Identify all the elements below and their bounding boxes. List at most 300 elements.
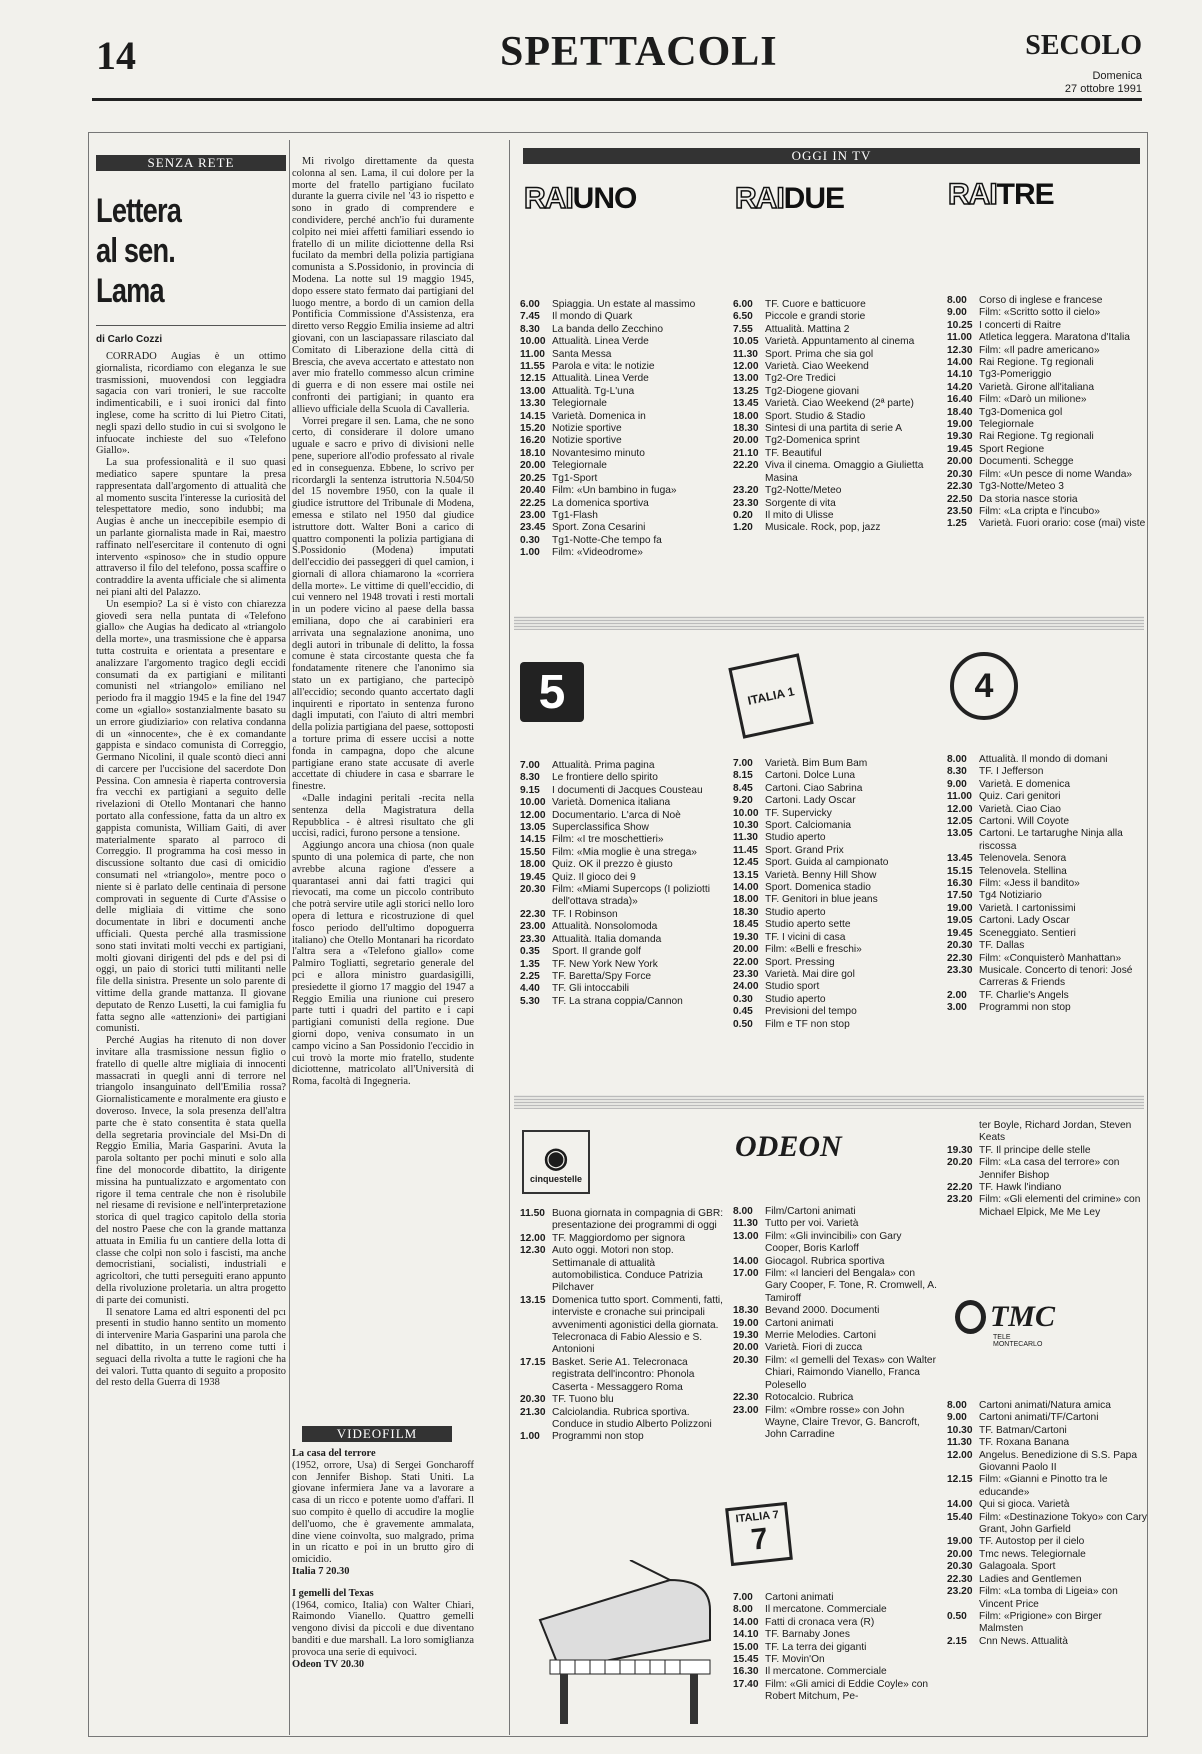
schedule-title: Sorgente di vita xyxy=(765,497,836,509)
schedule-time: 23.30 xyxy=(947,964,973,976)
schedule-time: 12.30 xyxy=(947,344,973,356)
tmc-logo xyxy=(955,1300,1055,1348)
schedule-entry xyxy=(733,1604,938,1616)
schedule-title: Film: «Scritto sotto il cielo» xyxy=(979,307,1101,319)
schedule-time: 20.00 xyxy=(947,1548,973,1560)
schedule-time: 18.40 xyxy=(947,406,973,418)
schedule-title: La banda dello Zecchino xyxy=(552,323,664,335)
schedule-entry xyxy=(733,882,938,894)
schedule-time: 23.30 xyxy=(733,968,759,980)
schedule-entry xyxy=(733,832,938,844)
schedule-entry xyxy=(947,1120,1147,1145)
schedule-entry xyxy=(947,295,1147,307)
paragraph: Mi rivolgo direttamente da questa colonna al sen. Lama, il cui dolore per la morte del fratello partigiano fucilato durante la guerra civile nel '43 io rispetto e sono in grado di comprendere e condividere, perché anch'io fui duramente colpito nei miei affetti familiari essendo io fratello di un milite diciottenne della Rsi fucilato da membri della polizia partigiana comunista a S.Possidonio, in provincia di Modena. La notte sul 19 maggio 1945, dopo essere stato fermato dai partigiani del luogo mentre, a bordo di un camion della Pontificia Commissione d'Assistenza, era diretto verso Reggio Emilia insieme ad altri giovani, con un lasciapassare rilasciato dal Comitato di Liberazione della città di Brescia, che aveva accertato e attestato non aver mio fratello commesso alcun crimine di guerra e di non essere mai ostile nei confronti dei partigiani; in quanto era allievo ufficiale della Scuola di Cavalleria. xyxy=(292,156,474,415)
schedule-title: Il mercatone. Commerciale xyxy=(765,1604,887,1616)
schedule-entry xyxy=(733,870,938,882)
schedule-entry xyxy=(947,791,1147,803)
schedule-entry xyxy=(733,907,938,919)
schedule-entry xyxy=(733,783,938,795)
schedule-title: Sport. Grand Prix xyxy=(765,844,844,856)
schedule-time: 0.30 xyxy=(520,534,540,546)
paragraph: Il senatore Lama ed altri esponenti del pcı presenti in studio hanno sentito un momento di intervenire Maria Gasparini una parola che nel dibattito, in un terreno come tutti i seguaci della rivolta a tutte le ragioni che ha dei valori. Tutta quanto di seguito a proposito del resto della Guerra di 1938 xyxy=(96,1306,286,1389)
schedule-time: 15.40 xyxy=(947,1511,973,1523)
schedule-time: 20.00 xyxy=(733,944,759,956)
schedule-entry xyxy=(733,435,938,447)
schedule-time: 19.30 xyxy=(947,1144,973,1156)
schedule-time: 10.30 xyxy=(733,820,759,832)
schedule-time: 11.00 xyxy=(520,348,545,360)
schedule-time: 12.15 xyxy=(520,373,546,385)
schedule-title: Galagoala. Sport xyxy=(979,1561,1056,1573)
schedule-entry xyxy=(520,498,725,510)
schedule-time: 10.05 xyxy=(733,336,759,348)
schedule-time: 18.30 xyxy=(733,423,759,435)
schedule-title: Film: «Un bambino in fuga» xyxy=(552,485,677,497)
schedule-time: 20.30 xyxy=(520,884,546,896)
schedule-entry xyxy=(520,822,725,834)
schedule-title: Film: «Videodrome» xyxy=(552,547,643,559)
schedule-title: Varietà. Ciao Weekend (2ª parte) xyxy=(765,398,914,410)
schedule-title: Varietà. Fuori orario: cose (mai) viste xyxy=(979,518,1146,530)
schedule-entry xyxy=(733,1231,938,1256)
tmc-logo-subtitle: TELE MONTECARLO xyxy=(993,1334,1043,1348)
rubric-label: SENZA RETE xyxy=(96,155,286,171)
schedule-entry xyxy=(733,411,938,423)
schedule-time: 20.00 xyxy=(947,456,973,468)
schedule-title: Film: «I tre moschettieri» xyxy=(552,834,664,846)
schedule-entry xyxy=(947,990,1147,1002)
schedule-title: Rotocalcio. Rubrica xyxy=(765,1392,854,1404)
schedule-time: 11.50 xyxy=(520,1208,545,1219)
schedule-title: TF. Cuore e batticuore xyxy=(765,299,866,310)
rete4-logo: 4 xyxy=(950,652,1018,720)
schedule-title: Film: «Prigione» con Birger Malmsten xyxy=(979,1610,1102,1635)
schedule-title: Calciolandia. Rubrica sportiva. Conduce in studio Alberto Polizzoni xyxy=(552,1406,712,1430)
schedule-time: 6.00 xyxy=(733,299,753,310)
schedule-time: 9.20 xyxy=(733,795,753,807)
schedule-title: Giocagol. Rubrica sportiva xyxy=(765,1255,885,1267)
schedule-title: TF. Roxana Banana xyxy=(979,1437,1070,1449)
schedule-title: Film: «La casa del terrore» con Jennifer Bishop xyxy=(979,1157,1120,1181)
schedule-entry xyxy=(733,373,938,385)
schedule-title: Spiaggia. Un estate al massimo xyxy=(552,299,696,310)
schedule-title: Cartoni animati xyxy=(765,1317,834,1329)
schedule-entry xyxy=(520,1394,725,1406)
schedule-title: Le frontiere dello spirito xyxy=(552,772,658,784)
schedule-title: Film e TF non stop xyxy=(765,1018,850,1030)
schedule-time: 19.00 xyxy=(947,902,973,914)
schedule-entry xyxy=(520,1431,725,1443)
raiuno-logo-rai: RAI xyxy=(524,182,573,215)
schedule-time xyxy=(947,1120,979,1145)
schedule-title: Telenovela. Senora xyxy=(979,853,1067,865)
schedule-time: 15.20 xyxy=(520,423,546,435)
schedule-title: Basket. Serie A1. Telecronaca registrata dell'incontro: Phonola Caserta - Messaggero Roma xyxy=(552,1356,695,1393)
schedule-time: 7.00 xyxy=(520,760,540,771)
italia7-schedule xyxy=(733,1592,938,1704)
schedule-title: Film: «Miami Supercops (I poliziotti dell'ottava strada)» xyxy=(552,884,710,908)
schedule-title: Il mito di Ulisse xyxy=(765,509,834,521)
schedule-entry xyxy=(733,1405,938,1442)
schedule-title: Novantesimo minuto xyxy=(552,447,645,459)
schedule-time: 8.00 xyxy=(947,1400,967,1411)
schedule-time: 1.20 xyxy=(733,522,753,534)
schedule-entry xyxy=(733,969,938,981)
schedule-title: TF. La terra dei giganti xyxy=(765,1641,867,1653)
schedule-entry xyxy=(733,1654,938,1666)
page-number: 14 xyxy=(96,33,136,78)
schedule-time: 12.00 xyxy=(947,803,973,815)
schedule-title: TF. Movin'On xyxy=(765,1654,825,1666)
schedule-time: 8.15 xyxy=(733,770,753,782)
schedule-title: Film: «Belli e freschi» xyxy=(765,944,862,956)
schedule-entry xyxy=(947,1561,1147,1573)
schedule-entry xyxy=(947,1002,1147,1014)
schedule-title: Fatti di cronaca vera (R) xyxy=(765,1616,875,1628)
schedule-title: Rai Regione. Tg regionali xyxy=(979,431,1094,443)
schedule-entry xyxy=(520,859,725,871)
schedule-entry xyxy=(733,981,938,993)
schedule-title: Tg3-Pomeriggio xyxy=(979,369,1052,381)
schedule-time: 23.45 xyxy=(520,522,546,534)
tmc-logo-text: TMC xyxy=(989,1300,1055,1333)
schedule-title: Piccole e grandi storie xyxy=(765,311,866,323)
schedule-entry xyxy=(520,772,725,784)
schedule-title: I documenti di Jacques Cousteau xyxy=(552,784,703,796)
schedule-entry xyxy=(733,485,938,497)
schedule-title: Telenovela. Stellina xyxy=(979,865,1067,877)
paragraph: CORRADO Augias è un ottimo giornalista, ricordiamo con eleganza le sue trasmissioni, muovendosi con leggiadra sagacia con vari tronieri, le sue raccolte indimenticabili, e i suoi ironici dal finto inglese, come ha scritto di lui Pietro Citati, negli spazi dello studio in cui si svolgono le infuocate inchieste del suo «Telefono Giallo». xyxy=(96,351,286,457)
schedule-time: 23.50 xyxy=(947,505,973,517)
schedule-time: 10.25 xyxy=(947,319,973,331)
schedule-entry xyxy=(733,1206,938,1218)
schedule-entry xyxy=(520,834,725,846)
schedule-entry xyxy=(520,299,725,311)
schedule-time: 7.00 xyxy=(733,758,753,769)
schedule-title: Rai Regione. Tg regionali xyxy=(979,357,1094,369)
canale5-logo: 5 xyxy=(520,662,584,722)
schedule-title: Buona giornata in compagnia di GBR: presentazione dei programmi di oggi xyxy=(552,1208,724,1232)
schedule-time: 1.00 xyxy=(520,1431,540,1443)
schedule-title: TF. Hawk l'indiano xyxy=(979,1182,1062,1194)
schedule-time: 22.30 xyxy=(947,1573,973,1585)
tmc-circle-icon xyxy=(955,1300,986,1334)
schedule-time: 8.30 xyxy=(520,772,540,784)
schedule-title: Film: «Destinazione Tokyo» con Cary Grant, John Garfield xyxy=(979,1511,1147,1536)
schedule-time: 14.00 xyxy=(947,1499,973,1511)
schedule-time: 9.00 xyxy=(947,1412,967,1424)
schedule-entry xyxy=(733,361,938,373)
schedule-title: Tg2-Ore Tredici xyxy=(765,373,836,385)
schedule-title: Film: «Gli elementi del crimine» con Michael Elpick, Me Me Ley xyxy=(979,1194,1141,1218)
schedule-time: 17.40 xyxy=(733,1678,759,1690)
schedule-time: 13.30 xyxy=(520,398,546,410)
schedule-entry xyxy=(947,1499,1147,1511)
schedule-entry xyxy=(733,1268,938,1305)
schedule-entry xyxy=(733,1592,938,1604)
schedule-title: Tutto per voi. Varietà xyxy=(765,1218,859,1230)
schedule-time: 1.00 xyxy=(520,547,540,559)
schedule-title: Sport. Studio & Stadio xyxy=(765,410,866,422)
schedule-title: Cartoni animati/TF/Cartoni xyxy=(979,1412,1099,1424)
schedule-title: TF. Dallas xyxy=(979,940,1025,952)
schedule-entry xyxy=(947,518,1147,530)
videofilm-rubric: VIDEOFILM xyxy=(302,1426,452,1442)
schedule-title: Film: «Un pesce di nome Wanda» xyxy=(979,468,1133,480)
videofilm-description: (1964, comico, Italia) con Walter Chiari, Raimondo Vianello. Quattro gemelli vengono divisi da piccoli e due diventano banditi e due marshall. La loro somiglianza provoca una serie di equivoci. xyxy=(292,1599,474,1658)
schedule-time: 14.00 xyxy=(733,882,759,894)
schedule-entry xyxy=(520,847,725,859)
schedule-entry xyxy=(733,857,938,869)
videofilm-title: I gemelli del Texas xyxy=(292,1587,374,1599)
schedule-title: Studio aperto xyxy=(765,832,826,844)
schedule-time: 20.30 xyxy=(947,940,973,952)
schedule-entry xyxy=(947,1437,1147,1449)
schedule-title: Sport. Calciomania xyxy=(765,820,852,832)
schedule-title: TF. New York New York xyxy=(552,958,658,970)
schedule-title: Attualità. Tg-L'una xyxy=(552,385,635,397)
schedule-entry xyxy=(733,845,938,857)
schedule-time: 2.25 xyxy=(520,970,540,982)
schedule-title: TF. Maggiordomo per signora xyxy=(552,1232,686,1244)
schedule-title: Qui si gioca. Varietà xyxy=(979,1499,1070,1511)
schedule-entry xyxy=(733,336,938,348)
schedule-time: 1.25 xyxy=(947,518,967,530)
schedule-title: TF. I Robinson xyxy=(552,908,618,920)
schedule-time: 18.00 xyxy=(733,410,759,422)
schedule-title: Santa Messa xyxy=(552,348,612,360)
schedule-entry xyxy=(947,369,1147,381)
schedule-time: 7.45 xyxy=(520,311,540,323)
schedule-time: 13.05 xyxy=(947,828,973,840)
schedule-time: 22.25 xyxy=(520,497,546,509)
schedule-title: Quiz. Cari genitori xyxy=(979,791,1061,803)
schedule-time: 23.20 xyxy=(947,1194,973,1206)
section-divider xyxy=(514,1095,1144,1109)
schedule-time: 0.50 xyxy=(947,1610,967,1622)
schedule-time: 14.00 xyxy=(733,1255,759,1267)
schedule-title: Telegiornale xyxy=(552,460,607,472)
schedule-entry xyxy=(947,494,1147,506)
schedule-time: 18.10 xyxy=(520,447,546,459)
schedule-entry xyxy=(520,411,725,423)
schedule-entry xyxy=(947,1425,1147,1437)
schedule-title: Varietà. Appuntamento al cinema xyxy=(765,336,915,348)
schedule-title: Varietà. Benny Hill Show xyxy=(765,869,877,881)
schedule-entry xyxy=(947,1157,1147,1182)
schedule-time: 9.15 xyxy=(520,784,540,796)
schedule-time: 18.00 xyxy=(733,894,759,906)
schedule-time: 22.50 xyxy=(947,493,973,505)
schedule-title: Studio aperto xyxy=(765,993,826,1005)
schedule-entry xyxy=(947,394,1147,406)
schedule-entry xyxy=(520,1407,725,1432)
schedule-title: Tg1-Sport xyxy=(552,472,598,484)
tmc-schedule xyxy=(947,1400,1147,1648)
schedule-title: Varietà. Girone all'italiana xyxy=(979,381,1095,393)
schedule-entry xyxy=(520,1357,725,1394)
schedule-entry xyxy=(947,407,1147,419)
article-headline xyxy=(96,191,248,311)
schedule-title: Programmi non stop xyxy=(552,1431,644,1443)
videofilm-block xyxy=(292,1448,474,1670)
schedule-entry xyxy=(733,398,938,410)
column-rule xyxy=(289,140,290,1735)
canale5-schedule xyxy=(520,760,725,1008)
schedule-entry xyxy=(947,953,1147,965)
schedule-time: 10.30 xyxy=(947,1424,973,1436)
schedule-entry xyxy=(520,510,725,522)
schedule-title: Da storia nasce storia xyxy=(979,493,1078,505)
schedule-title: TF. Batman/Cartoni xyxy=(979,1424,1067,1436)
schedule-entry xyxy=(520,872,725,884)
schedule-time: 22.30 xyxy=(520,908,546,920)
schedule-title: Quiz. OK il prezzo è giusto xyxy=(552,859,673,871)
schedule-entry xyxy=(733,919,938,931)
schedule-time: 8.00 xyxy=(733,1604,753,1616)
schedule-title: Film: «Conquisterò Manhattan» xyxy=(979,952,1122,964)
schedule-time: 10.00 xyxy=(520,797,546,809)
schedule-entry xyxy=(733,758,938,770)
schedule-time: 24.00 xyxy=(733,981,759,993)
schedule-time: 16.40 xyxy=(947,394,973,406)
schedule-title: Varietà. E domenica xyxy=(979,778,1070,790)
schedule-entry xyxy=(733,1342,938,1354)
odeon-logo: ODEON xyxy=(735,1130,842,1163)
schedule-entry xyxy=(947,320,1147,332)
schedule-time: 18.45 xyxy=(733,919,759,931)
schedule-entry xyxy=(947,1474,1147,1499)
schedule-time: 0.50 xyxy=(733,1018,753,1030)
schedule-title: Sport. Guida al campionato xyxy=(765,857,889,869)
schedule-time: 22.30 xyxy=(733,1392,759,1404)
schedule-entry xyxy=(733,1679,938,1704)
schedule-time: 8.30 xyxy=(520,323,540,335)
schedule-time: 13.45 xyxy=(947,853,973,865)
schedule-entry xyxy=(520,386,725,398)
schedule-entry xyxy=(733,1355,938,1392)
schedule-time: 20.00 xyxy=(733,435,759,447)
schedule-entry xyxy=(520,1245,725,1295)
grand-piano-illustration xyxy=(520,1560,720,1728)
schedule-title: Cartoni. Lady Oscar xyxy=(979,915,1070,927)
schedule-title: Studio sport xyxy=(765,981,820,993)
schedule-time: 11.55 xyxy=(520,361,545,373)
schedule-time: 11.30 xyxy=(733,348,758,360)
schedule-title: Cnn News. Attualità xyxy=(979,1635,1068,1647)
schedule-entry xyxy=(733,957,938,969)
schedule-entry xyxy=(733,349,938,361)
schedule-title: Sport. Domenica stadio xyxy=(765,882,871,894)
schedule-title: Programmi non stop xyxy=(979,1002,1071,1014)
schedule-time: 3.00 xyxy=(947,1002,967,1014)
schedule-entry xyxy=(947,940,1147,952)
schedule-entry xyxy=(520,473,725,485)
article-column-2 xyxy=(292,150,474,1670)
schedule-entry xyxy=(520,535,725,547)
schedule-time: 12.00 xyxy=(947,1449,973,1461)
schedule-time: 15.45 xyxy=(733,1654,759,1666)
schedule-time: 16.30 xyxy=(947,878,973,890)
schedule-entry xyxy=(947,1586,1147,1611)
schedule-time: 20.00 xyxy=(733,1342,759,1354)
schedule-entry xyxy=(947,1194,1147,1219)
schedule-time: 22.30 xyxy=(947,952,973,964)
schedule-entry xyxy=(947,1536,1147,1548)
schedule-entry xyxy=(947,382,1147,394)
schedule-time: 20.20 xyxy=(947,1157,973,1169)
schedule-time: 20.30 xyxy=(520,1394,546,1406)
article-body-continued xyxy=(292,156,474,1406)
schedule-title: Film: «I lancieri del Bengala» con Gary Cooper, F. Tone, R. Cromwell, A. Tamiroff xyxy=(765,1268,937,1304)
seven-glyph: 7 xyxy=(749,1522,770,1557)
schedule-time: 19.05 xyxy=(947,915,973,927)
schedule-title: Sport. Pressing xyxy=(765,956,835,968)
schedule-title: TF. Il principe delle stelle xyxy=(979,1144,1091,1156)
schedule-time: 20.00 xyxy=(520,460,546,472)
schedule-time: 12.00 xyxy=(733,361,759,373)
videofilm-time: Italia 7 20.30 xyxy=(292,1565,350,1577)
schedule-title: Cartoni. Will Coyote xyxy=(979,816,1070,828)
schedule-time: 14.10 xyxy=(947,369,973,381)
schedule-time: 23.30 xyxy=(520,933,546,945)
schedule-entry xyxy=(733,522,938,534)
schedule-time: 12.30 xyxy=(520,1245,546,1257)
schedule-entry xyxy=(733,1019,938,1031)
schedule-entry xyxy=(733,1256,938,1268)
raitre-logo-tre: TRE xyxy=(996,178,1054,211)
schedule-title: Film/Cartoni animati xyxy=(765,1206,856,1217)
schedule-entry xyxy=(947,1145,1147,1157)
schedule-title: Documentario. L'arca di Noè xyxy=(552,809,681,821)
schedule-time: 11.30 xyxy=(733,1218,758,1230)
schedule-entry xyxy=(947,307,1147,319)
schedule-entry xyxy=(520,324,725,336)
schedule-time: 2.00 xyxy=(947,989,967,1001)
issue-day: Domenica xyxy=(1092,70,1142,82)
cinquestelle-logo xyxy=(522,1130,590,1194)
schedule-time: 11.45 xyxy=(733,844,758,856)
raiuno-schedule xyxy=(520,299,725,560)
schedule-time: 13.15 xyxy=(733,869,759,881)
schedule-title: Film: «I gemelli del Texas» con Walter Chiari, Raimondo Vianello, Franca Polesello xyxy=(765,1354,936,1391)
schedule-entry xyxy=(520,435,725,447)
schedule-title: Varietà. Ciao Ciao xyxy=(979,803,1061,815)
schedule-time: 14.10 xyxy=(733,1629,759,1641)
schedule-entry xyxy=(520,971,725,983)
schedule-title: La domenica sportiva xyxy=(552,497,649,509)
schedule-title: TF. La strana coppia/Cannon xyxy=(552,995,683,1007)
schedule-entry xyxy=(947,853,1147,865)
schedule-time: 18.30 xyxy=(733,1305,759,1317)
schedule-title: Attualità. Linea Verde xyxy=(552,373,649,385)
schedule-time: 6.00 xyxy=(520,299,540,310)
schedule-entry xyxy=(947,1636,1147,1648)
schedule-time: 0.35 xyxy=(520,946,540,958)
odeon-schedule xyxy=(733,1206,938,1442)
schedule-entry xyxy=(733,1629,938,1641)
rete4-schedule xyxy=(947,754,1147,1015)
schedule-time: 8.00 xyxy=(733,1206,753,1217)
schedule-title: Film: «Jess il bandito» xyxy=(979,878,1080,890)
schedule-entry xyxy=(947,1574,1147,1586)
schedule-entry xyxy=(733,932,938,944)
schedule-title: Tmc news. Telegiornale xyxy=(979,1548,1086,1560)
schedule-title: Varietà. Domenica in xyxy=(552,410,646,422)
paragraph: «Dalle indagini peritali -recita nella sentenza della Magistratura della Repubblica - è altresì risultato che gli uccisi, radici, furono persone a tensione. xyxy=(292,793,474,840)
schedule-title: TF. I Jefferson xyxy=(979,766,1044,778)
schedule-title: Attualità. Italia domanda xyxy=(552,933,662,945)
